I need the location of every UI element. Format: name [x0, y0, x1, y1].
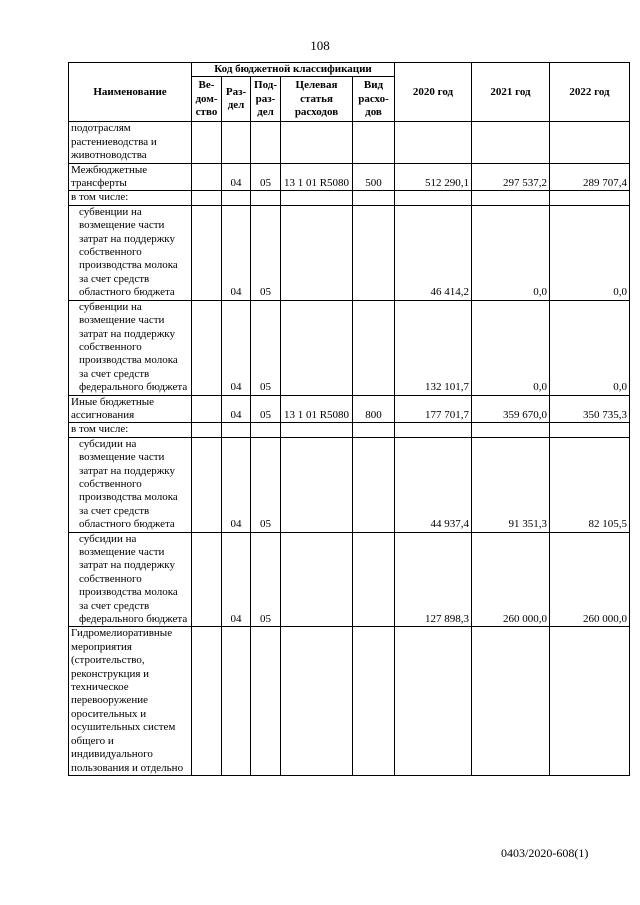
row-podrazdel	[251, 122, 281, 163]
row-2020: 177 701,7	[395, 395, 472, 423]
row-vid	[353, 300, 395, 395]
row-target	[281, 627, 353, 775]
table-row	[69, 205, 630, 300]
header-vid: Вид расхо-дов	[353, 77, 395, 122]
row-name: в том числе:	[69, 191, 192, 205]
row-razdel: 04	[222, 532, 251, 627]
row-ved	[192, 163, 222, 191]
row-razdel: 04	[222, 300, 251, 395]
row-vid: 500	[353, 163, 395, 191]
row-ved	[192, 627, 222, 775]
row-podrazdel	[251, 423, 281, 437]
row-vid	[353, 205, 395, 300]
row-ved	[192, 122, 222, 163]
row-target	[281, 191, 353, 205]
row-target: 13 1 01 R5080	[281, 395, 353, 423]
row-2021	[472, 122, 550, 163]
row-razdel	[222, 122, 251, 163]
row-target	[281, 437, 353, 532]
row-vid: 800	[353, 395, 395, 423]
row-target	[281, 532, 353, 627]
table-row	[69, 532, 630, 627]
budget-table	[68, 62, 630, 776]
header-vedomstvo: Ве-дом-ство	[192, 77, 222, 122]
row-name: субсидии на возмещение части затрат на поддержку собственного производства молока за счет средств областного бюджета	[69, 437, 192, 532]
row-name: в том числе:	[69, 423, 192, 437]
row-2020: 127 898,3	[395, 532, 472, 627]
row-2021: 0,0	[472, 205, 550, 300]
row-ved	[192, 300, 222, 395]
row-podrazdel: 05	[251, 300, 281, 395]
row-2021: 0,0	[472, 300, 550, 395]
row-2021	[472, 423, 550, 437]
row-2021	[472, 627, 550, 775]
header-2022: 2022 год	[550, 63, 630, 122]
row-razdel	[222, 191, 251, 205]
row-name: Иные бюджетные ассигнования	[69, 395, 192, 423]
row-2020: 132 101,7	[395, 300, 472, 395]
row-podrazdel: 05	[251, 205, 281, 300]
row-2021: 297 537,2	[472, 163, 550, 191]
table-row	[69, 122, 630, 163]
row-name: Гидромелиоративные мероприятия (строительство, реконструкция и техническое перевооружение оросительных и осушительных систем общего и индивидуального пользования и отдельно	[69, 627, 192, 775]
row-2022: 350 735,3	[550, 395, 630, 423]
row-podrazdel	[251, 627, 281, 775]
row-vid	[353, 122, 395, 163]
row-razdel: 04	[222, 205, 251, 300]
row-vid	[353, 437, 395, 532]
row-target	[281, 205, 353, 300]
header-code-group: Код бюджетной классификации	[192, 63, 395, 77]
row-target: 13 1 01 R5080	[281, 163, 353, 191]
row-2022	[550, 191, 630, 205]
row-podrazdel	[251, 191, 281, 205]
row-2021: 260 000,0	[472, 532, 550, 627]
row-2020	[395, 191, 472, 205]
row-2020: 512 290,1	[395, 163, 472, 191]
row-vid	[353, 191, 395, 205]
row-target	[281, 423, 353, 437]
table-row	[69, 395, 630, 423]
table-row	[69, 163, 630, 191]
row-2022: 260 000,0	[550, 532, 630, 627]
row-2020: 44 937,4	[395, 437, 472, 532]
row-podrazdel: 05	[251, 395, 281, 423]
row-vid	[353, 532, 395, 627]
header-2021: 2021 год	[472, 63, 550, 122]
table-row	[69, 627, 630, 775]
row-ved	[192, 205, 222, 300]
row-ved	[192, 437, 222, 532]
header-razdel: Раз-дел	[222, 77, 251, 122]
table-row	[69, 423, 630, 437]
header-podrazdel: Под-раз-дел	[251, 77, 281, 122]
row-name: субвенции на возмещение части затрат на поддержку собственного производства молока за счет средств областного бюджета	[69, 205, 192, 300]
row-2022: 0,0	[550, 300, 630, 395]
row-vid	[353, 627, 395, 775]
row-ved	[192, 532, 222, 627]
row-2020: 46 414,2	[395, 205, 472, 300]
document-code: 0403/2020-608(1)	[501, 846, 589, 860]
page-number: 108	[310, 38, 330, 53]
row-ved	[192, 191, 222, 205]
row-2022	[550, 423, 630, 437]
row-razdel: 04	[222, 395, 251, 423]
row-podrazdel: 05	[251, 532, 281, 627]
header-2020: 2020 год	[395, 63, 472, 122]
row-name: субсидии на возмещение части затрат на поддержку собственного производства молока за счет средств федерального бюджета	[69, 532, 192, 627]
row-2021	[472, 191, 550, 205]
row-2020	[395, 122, 472, 163]
row-ved	[192, 395, 222, 423]
row-razdel	[222, 627, 251, 775]
row-ved	[192, 423, 222, 437]
row-2021: 91 351,3	[472, 437, 550, 532]
row-2022: 0,0	[550, 205, 630, 300]
row-2022	[550, 122, 630, 163]
row-2022: 82 105,5	[550, 437, 630, 532]
row-2021: 359 670,0	[472, 395, 550, 423]
header-name: Наименование	[69, 63, 192, 122]
row-razdel	[222, 423, 251, 437]
row-name: Межбюджетные трансферты	[69, 163, 192, 191]
table-row	[69, 300, 630, 395]
table-row	[69, 191, 630, 205]
row-2020	[395, 423, 472, 437]
row-name: подотраслям растениеводства и животноводства	[69, 122, 192, 163]
row-podrazdel: 05	[251, 163, 281, 191]
row-name: субвенции на возмещение части затрат на поддержку собственного производства молока за счет средств федерального бюджета	[69, 300, 192, 395]
row-razdel: 04	[222, 437, 251, 532]
row-2020	[395, 627, 472, 775]
row-podrazdel: 05	[251, 437, 281, 532]
row-target	[281, 122, 353, 163]
row-target	[281, 300, 353, 395]
header-target: Целевая статья расходов	[281, 77, 353, 122]
row-vid	[353, 423, 395, 437]
row-2022	[550, 627, 630, 775]
table-row	[69, 437, 630, 532]
row-2022: 289 707,4	[550, 163, 630, 191]
row-razdel: 04	[222, 163, 251, 191]
